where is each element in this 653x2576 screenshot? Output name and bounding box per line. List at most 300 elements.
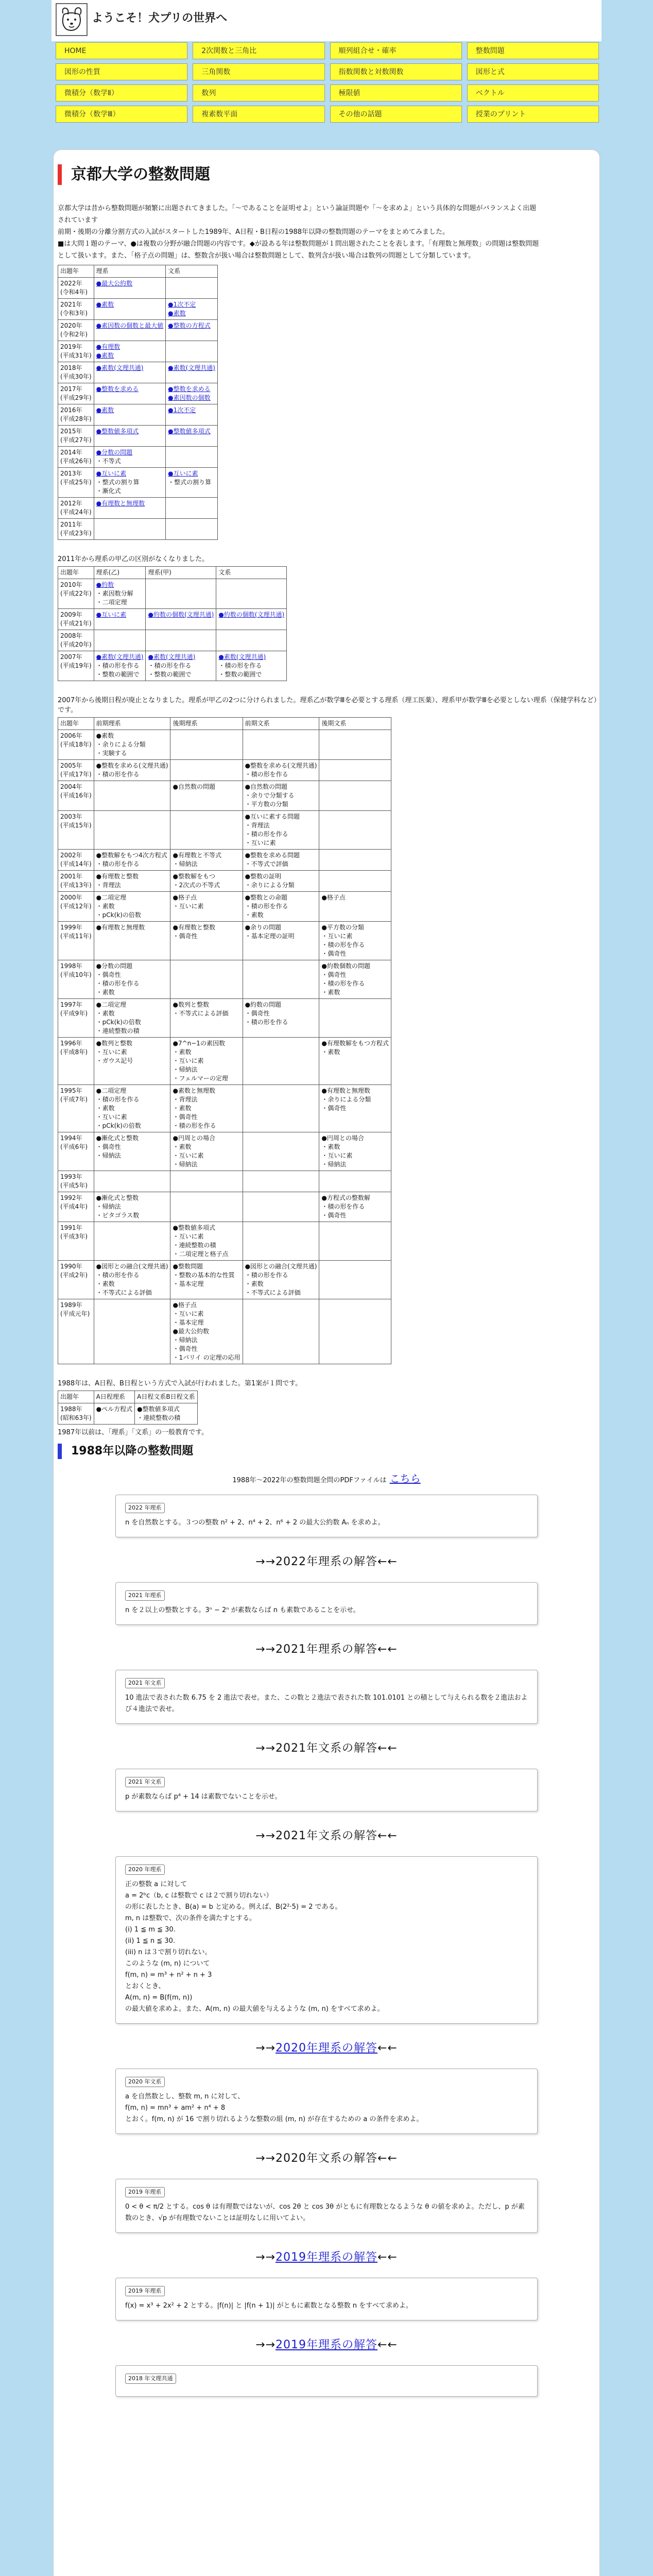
topic-item	[218, 653, 284, 662]
topic-item: ●有理数と不等式	[173, 852, 221, 859]
topic-cell	[243, 811, 319, 850]
table-row	[58, 1085, 391, 1132]
year-label: (平成17年)	[60, 771, 92, 778]
table-row	[58, 426, 218, 447]
topic-item	[96, 343, 163, 351]
nav-item[interactable]: 授業のプリント	[467, 106, 599, 123]
note-2011: 2011年から理系の甲乙の区別がなくなりました。	[58, 555, 209, 563]
topic-item: ・帰納法	[96, 1203, 121, 1210]
exam-table-1988	[58, 1391, 198, 1425]
year-label: 2016年	[60, 406, 82, 414]
topic-link[interactable]: ●互いに素	[168, 470, 198, 477]
nav-item[interactable]: 微積分（数学Ⅱ）	[56, 84, 187, 101]
year-cell	[58, 1299, 94, 1364]
year-label: 1994年	[60, 1134, 82, 1142]
topic-link[interactable]: ●約数の個数(文理共通)	[148, 611, 214, 618]
column-header: 出題年	[58, 265, 94, 278]
topic-cell	[166, 299, 218, 320]
table-row	[58, 383, 218, 404]
topic-item: ・積の形を作る	[96, 1272, 140, 1279]
year-label: 2019年	[60, 343, 82, 350]
topic-item	[96, 321, 163, 330]
intro-text	[58, 202, 542, 262]
topic-cell	[94, 1085, 170, 1132]
year-label: 1997年	[60, 1001, 82, 1008]
year-label: 2008年	[60, 632, 82, 639]
year-label: (平成7年)	[60, 1096, 88, 1103]
year-label: 2007年	[60, 653, 82, 660]
topic-cell	[243, 892, 319, 922]
table-row	[58, 1299, 391, 1364]
year-cell	[58, 1085, 94, 1132]
topic-item	[168, 394, 215, 402]
year-label: 2020年	[60, 322, 82, 329]
nav-item[interactable]: ベクトル	[467, 84, 599, 101]
nav-item[interactable]: HOME	[56, 42, 187, 59]
topic-item: ・素数	[173, 1105, 192, 1112]
topic-cell	[94, 426, 165, 447]
topic-item: ・素数	[245, 1280, 264, 1287]
answer-line[interactable]: →→2021年理系の解答←←	[255, 1643, 398, 1656]
nav-item[interactable]: 極限値	[330, 84, 462, 101]
topic-cell	[94, 850, 170, 871]
topic-item: ●図形との融合(文理共通)	[245, 1263, 317, 1270]
topic-link[interactable]: ●整数の方程式	[168, 322, 211, 329]
topic-item: ・整式の割り算	[168, 479, 212, 486]
topic-item: ・互いに素	[173, 1152, 204, 1159]
topic-item: ●整数値多項式	[137, 1405, 180, 1413]
topic-cell	[94, 1038, 170, 1085]
topic-cell	[216, 609, 287, 630]
topic-cell	[243, 850, 319, 871]
table-row	[58, 609, 287, 630]
topic-cell	[146, 579, 216, 609]
problem-label: 2019 年理系	[125, 2286, 165, 2296]
topic-cell	[243, 781, 319, 811]
column-header: A日程文系B日程文系	[135, 1391, 197, 1403]
answer-link[interactable]: 2019年理系の解答	[276, 2251, 377, 2264]
topic-cell	[243, 999, 319, 1038]
topic-link[interactable]: ●1次不定	[168, 301, 196, 308]
year-label: (平成25年)	[60, 479, 92, 486]
topic-cell	[319, 760, 391, 781]
topic-cell	[166, 498, 218, 519]
year-label: 2001年	[60, 873, 82, 880]
nav-item[interactable]: 複素数平面	[193, 106, 324, 123]
topic-item: ・積の形を作る	[321, 1203, 365, 1210]
problem-box	[115, 2179, 538, 2233]
topic-cell	[166, 468, 218, 498]
topic-cell	[319, 922, 391, 960]
topic-item	[168, 406, 215, 415]
topic-item: ・素数	[173, 1143, 192, 1150]
topic-cell	[94, 341, 165, 362]
answer-link[interactable]: 2019年理系の解答	[276, 2338, 377, 2351]
topic-item: ・素因数分解	[96, 590, 133, 597]
note-1987: 1987年以前は、「理系」「文系」の一般教育です。	[58, 1429, 209, 1436]
topic-link[interactable]: ●素数(文理共通)	[218, 653, 266, 660]
table-row	[58, 1038, 391, 1085]
answer-line[interactable]: →→2021年文系の解答←←	[255, 1829, 398, 1842]
nav-item[interactable]: 数列	[193, 84, 324, 101]
topic-item: ・素数	[96, 989, 115, 996]
topic-item: ・互いに素	[245, 839, 276, 846]
topic-cell	[319, 1132, 391, 1171]
answer-line[interactable]: →→2022年理系の解答←←	[255, 1555, 398, 1568]
problem-label: 2021 年理系	[125, 1590, 165, 1601]
topic-link[interactable]: ●整数を求める	[168, 385, 211, 393]
topic-item: ・基本定理	[173, 1280, 204, 1287]
problem-box	[115, 2365, 538, 2397]
topic-link[interactable]: ●有理数	[96, 343, 121, 350]
nav-item[interactable]: 微積分（数学Ⅲ）	[56, 106, 187, 123]
table-header-row	[58, 567, 287, 579]
topic-cell	[170, 960, 243, 999]
exam-table-2007-2010	[58, 566, 287, 681]
topic-link[interactable]: ●互いに素	[96, 470, 127, 477]
topic-cell	[243, 1132, 319, 1171]
topic-item	[96, 364, 163, 372]
topic-link[interactable]: ●素数(文理共通)	[96, 653, 144, 660]
year-cell	[58, 447, 94, 468]
year-cell	[58, 651, 94, 681]
topic-cell	[243, 1299, 319, 1364]
topic-item: ・素数	[321, 1143, 340, 1150]
topic-item	[96, 448, 163, 457]
topic-item: ●有理数と整数	[173, 924, 215, 931]
topic-item: ●最大公約数	[173, 1328, 209, 1335]
dog-logo-icon[interactable]	[56, 3, 88, 36]
topic-item: ・互いに素	[96, 1113, 127, 1121]
nav-item[interactable]: 2次関数と三角比	[193, 42, 324, 59]
table-row	[58, 892, 391, 922]
answer-line[interactable]: →→2021年文系の解答←←	[255, 1742, 398, 1755]
topic-cell	[94, 498, 165, 519]
table-row	[58, 1261, 391, 1299]
year-cell	[58, 1132, 94, 1171]
problem-box	[115, 1856, 538, 2024]
topic-cell	[166, 404, 218, 426]
table-row	[58, 468, 218, 498]
topic-cell	[166, 447, 218, 468]
topic-cell	[319, 1299, 391, 1364]
topic-item: ・偶奇性	[321, 1212, 347, 1219]
topic-cell	[94, 999, 170, 1038]
nav-item[interactable]: 順列組合せ・確率	[330, 42, 462, 59]
year-label: 2000年	[60, 894, 82, 901]
topic-link[interactable]: ●最大公約数	[96, 280, 133, 287]
topic-link[interactable]: ●互いに素	[96, 611, 127, 618]
topic-item: ・連続整数の積	[96, 1027, 140, 1035]
table-header-row	[58, 265, 218, 278]
topic-link[interactable]: ●分数の問題	[96, 449, 133, 456]
answer-link[interactable]: 2020年理系の解答	[276, 2042, 377, 2055]
topic-item: ・偶奇性	[96, 971, 121, 978]
topic-cell	[243, 730, 319, 760]
year-cell	[58, 871, 94, 892]
topic-cell	[166, 426, 218, 447]
topic-item: ・互いに素	[173, 903, 204, 910]
problem-box	[115, 2278, 538, 2320]
topic-cell	[319, 871, 391, 892]
table-row	[58, 404, 218, 426]
answer-line	[54, 2248, 599, 2264]
problem-box	[115, 2069, 538, 2134]
topic-item: ・不等式による評価	[173, 1010, 229, 1017]
table-row	[58, 1171, 391, 1192]
topic-item: ●有理数と無理数	[321, 1087, 370, 1094]
topic-link[interactable]: ●素数	[96, 301, 114, 308]
topic-item: ・積の形を作る	[96, 980, 140, 987]
topic-item: ●素数と無理数	[173, 1087, 215, 1094]
year-cell	[58, 278, 94, 299]
topic-link[interactable]: ●有理数と無理数	[96, 500, 145, 507]
table-row	[58, 630, 287, 651]
topic-link[interactable]: ●素因数の個数	[168, 394, 211, 401]
year-label: (平成4年)	[60, 1203, 88, 1210]
topic-item: ・素数	[96, 1280, 115, 1287]
problem-box	[115, 1582, 538, 1625]
topic-link[interactable]: ●整数値多項式	[168, 428, 211, 435]
exam-table-1989-2006	[58, 717, 391, 1364]
topic-link[interactable]: ●素数(文理共通)	[96, 364, 144, 371]
topic-cell	[94, 579, 146, 609]
topic-item: ・積の形を作る	[245, 903, 288, 910]
intro-paragraph: 前期・後期の分離分割方式の入試がスタートした1989年、A日程・B日程の1988年以降の整数問題のテーマをまとめてみました。	[58, 228, 449, 236]
topic-link[interactable]: ●整数を求める	[96, 385, 139, 393]
topic-cell	[170, 850, 243, 871]
topic-cell	[166, 383, 218, 404]
topic-item: ●自然数の問題	[245, 783, 288, 790]
year-label: 2003年	[60, 813, 82, 820]
topic-item: ●漸化式と整数	[96, 1194, 139, 1201]
topic-item: ・積の形を作る	[96, 662, 140, 669]
answer-arrow-right: ←←	[377, 2338, 398, 2351]
year-label: (平成27年)	[60, 436, 92, 444]
topic-item	[168, 300, 215, 309]
topic-cell	[170, 871, 243, 892]
nav-item[interactable]: 指数関数と対数関数	[330, 63, 462, 80]
topic-item	[96, 385, 163, 394]
topic-cell	[94, 383, 165, 404]
year-cell	[58, 383, 94, 404]
year-label: (令和2年)	[60, 331, 88, 338]
year-cell	[58, 1222, 94, 1261]
topic-item	[168, 309, 215, 318]
topic-item: ●方程式の整数解	[321, 1194, 370, 1201]
topic-cell	[94, 519, 165, 540]
year-label: (平成元年)	[60, 1310, 90, 1317]
table-row	[58, 447, 218, 468]
topic-link[interactable]: ●素数(文理共通)	[168, 364, 215, 371]
topic-cell	[94, 404, 165, 426]
year-cell	[58, 404, 94, 426]
topic-link[interactable]: ●素数(文理共通)	[148, 653, 196, 660]
topic-item: ・素数	[96, 1010, 115, 1017]
topic-cell	[319, 730, 391, 760]
note-2007: 2007年から後期日程が廃止となりました。理系が甲乙の2つに分けられました。理系乙が数学Ⅲを必要とする理系（理工医薬）、理系甲が数学Ⅲを必要としない理系（保健学科など）です。	[58, 697, 597, 714]
year-label: 2018年	[60, 364, 82, 371]
year-cell	[58, 519, 94, 540]
topic-item	[96, 351, 163, 360]
answer-arrow-left: →→	[255, 2338, 276, 2351]
topic-link[interactable]: ●素数	[168, 310, 186, 317]
topic-item: ・フェルマーの定理	[173, 1075, 228, 1082]
topic-item	[96, 406, 163, 415]
topic-item	[168, 469, 215, 478]
nav-item[interactable]: 整数問題	[467, 42, 599, 59]
topic-cell	[166, 519, 218, 540]
topic-item: ・実験する	[96, 750, 127, 757]
year-label: 2021年	[60, 301, 82, 308]
topic-item: ●格子点	[321, 894, 346, 901]
year-cell	[58, 362, 94, 383]
topic-cell	[170, 892, 243, 922]
year-label: 2022年	[60, 280, 82, 287]
nav-item[interactable]: 図形と式	[467, 63, 599, 80]
topic-link[interactable]: ●素数	[96, 406, 114, 414]
answer-arrow-right: ←←	[377, 2042, 398, 2055]
year-label: 1998年	[60, 962, 82, 970]
nav-row	[56, 42, 599, 59]
answer-line[interactable]: →→2020年文系の解答←←	[255, 2152, 398, 2165]
year-cell	[58, 892, 94, 922]
topic-item: ・2次式の不等式	[173, 882, 220, 889]
topic-cell	[243, 1192, 319, 1222]
topic-cell	[243, 1222, 319, 1261]
topic-item	[168, 427, 215, 436]
column-header: 出題年	[58, 1391, 94, 1403]
year-cell	[58, 1038, 94, 1085]
page-title: 京都大学の整数問題	[58, 164, 599, 185]
year-cell	[58, 781, 94, 811]
topic-item: ●数列と整数	[173, 1001, 209, 1008]
year-cell	[58, 320, 94, 341]
topic-link[interactable]: ●素因数の個数と最大値	[96, 322, 164, 329]
pdf-link[interactable]: こちら	[389, 1472, 421, 1485]
topic-cell	[319, 1222, 391, 1261]
topic-cell	[243, 760, 319, 781]
topic-link[interactable]: ●約数	[96, 581, 114, 588]
year-cell	[58, 1171, 94, 1192]
topic-cell	[319, 781, 391, 811]
topic-item: ・偶奇性	[321, 971, 347, 978]
topic-item: ・積の形を作る	[218, 662, 262, 669]
answer-line	[54, 2336, 599, 2352]
topic-cell	[94, 468, 165, 498]
problem-label: 2022 年理系	[125, 1503, 165, 1513]
year-label: 2011年	[60, 521, 82, 528]
table-row	[58, 320, 218, 341]
topic-item	[168, 364, 215, 372]
topic-cell	[146, 651, 216, 681]
topic-item: ・積の形を作る	[245, 1272, 288, 1279]
topic-link[interactable]: ●整数値多項式	[96, 428, 139, 435]
topic-item	[96, 581, 144, 589]
topic-cell	[94, 362, 165, 383]
nav-item[interactable]: 図形の性質	[56, 63, 187, 80]
topic-link[interactable]: ●素数	[96, 352, 114, 359]
topic-item: ●二項定理	[96, 1087, 127, 1094]
topic-cell	[94, 1171, 170, 1192]
topic-cell	[94, 760, 170, 781]
problem-box	[115, 1495, 538, 1537]
year-cell	[58, 850, 94, 871]
topic-item: ・不等式で評価	[245, 860, 288, 868]
topic-item: ・ガウス記号	[96, 1057, 133, 1064]
topic-item: ・余りによる分類	[321, 1096, 371, 1103]
year-label: (平成15年)	[60, 822, 92, 829]
topic-link[interactable]: ●1次不定	[168, 406, 196, 414]
topic-item: ・積の形を作る	[173, 1122, 216, 1129]
topic-item: ・互いに素	[321, 1152, 353, 1159]
year-label: (平成12年)	[60, 903, 92, 910]
topic-item: ●約数の問題	[245, 1001, 282, 1008]
intro-paragraph: ■は大問１題のテーマ、●は複数の分野が融合問題の内容です。◆が設ある年は整数問題が１問出題されたことを表します。「有理数と無理数」の問題は整数問題として扱います。また、「格子点の問題」は、整数含が扱い場合は整数問題として、数列含が扱い場合は数列の問題として分類しています。	[58, 240, 539, 260]
nav-item[interactable]: 三角関数	[193, 63, 324, 80]
year-label: 2014年	[60, 449, 82, 456]
topic-cell	[94, 871, 170, 892]
topic-cell	[94, 1222, 170, 1261]
topic-item: ●整数を求める(文理共通)	[96, 762, 168, 769]
year-label: (平成5年)	[60, 1182, 88, 1189]
topic-cell	[170, 1132, 243, 1171]
year-cell	[58, 498, 94, 519]
topic-item: ・互いに素	[321, 933, 353, 940]
nav-item[interactable]: その他の話題	[330, 106, 462, 123]
answer-line	[54, 2039, 599, 2055]
topic-cell	[216, 579, 287, 609]
topic-item: ・偶奇性	[321, 1105, 347, 1112]
topic-item: ・整数の基本的な性質	[173, 1272, 235, 1279]
topic-item: ・連続整数の積	[173, 1242, 216, 1249]
topic-item: ●整数解をもつ	[173, 873, 215, 880]
topic-item: ・素数	[96, 903, 115, 910]
topic-item: ・偶奇性	[173, 933, 198, 940]
topic-cell	[319, 1171, 391, 1192]
topic-item: ●格子点	[173, 1301, 197, 1309]
topic-cell	[243, 960, 319, 999]
topic-cell	[243, 1038, 319, 1085]
year-label: 2012年	[60, 500, 82, 507]
topic-cell	[216, 630, 287, 651]
topic-cell	[94, 1299, 170, 1364]
topic-item: ・積の形を作る	[96, 1096, 140, 1103]
nav-row	[56, 63, 599, 80]
topic-item: ・積の形を作る	[96, 860, 140, 868]
problem-box	[115, 1670, 538, 1724]
topic-item: ・余りによる分類	[245, 882, 295, 889]
year-label: (昭和63年)	[60, 1414, 92, 1421]
year-label: (平成20年)	[60, 641, 92, 648]
topic-link[interactable]: ●約数の個数(文理共通)	[218, 611, 285, 618]
topic-cell	[94, 1132, 170, 1171]
year-label: (平成29年)	[60, 394, 92, 401]
problem-body: n を２以上の整数とする。3ⁿ − 2ⁿ が素数ならば n も素数であることを示せ。	[125, 1606, 360, 1614]
topic-cell	[94, 630, 146, 651]
topic-item: ・積の形を作る	[245, 1019, 288, 1026]
year-label: 1988年	[60, 1405, 82, 1413]
column-header: 文系	[166, 265, 218, 278]
site-header	[51, 0, 602, 41]
year-label: (平成10年)	[60, 971, 92, 978]
topic-item: ・互いに素	[173, 1233, 204, 1240]
topic-item: ・帰納法	[96, 1152, 121, 1159]
year-cell	[58, 579, 94, 609]
topic-item: ●整数との命題	[245, 894, 288, 901]
site-title[interactable]: ようこそ！犬プリの世界へ	[92, 12, 228, 25]
topic-cell	[170, 1171, 243, 1192]
